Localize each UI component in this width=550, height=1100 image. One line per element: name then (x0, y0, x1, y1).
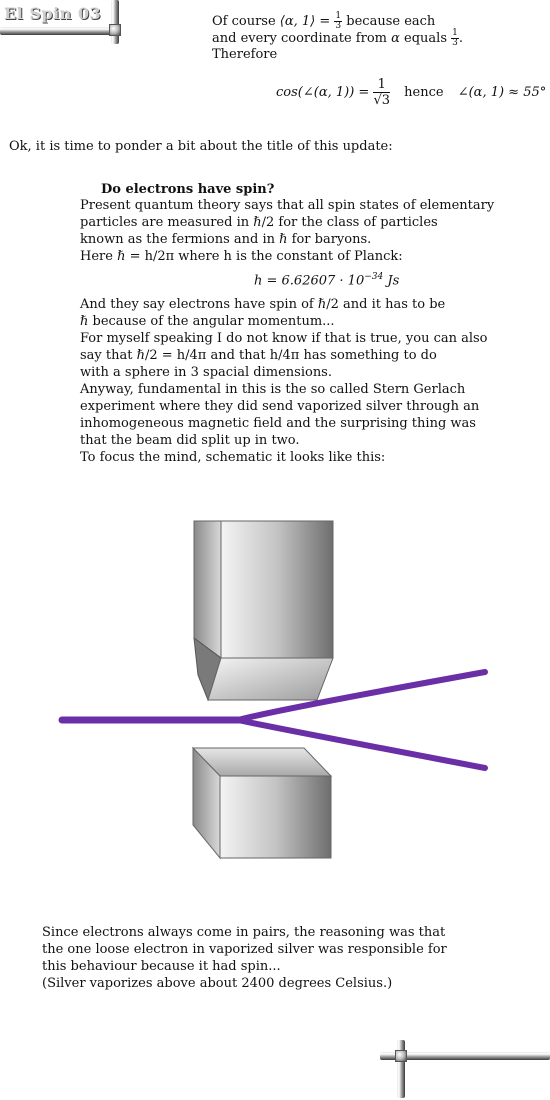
text-line: ℏ because of the angular momentum... (80, 314, 335, 329)
inner-product: ⟨α, 1⟩ = (279, 14, 335, 29)
fraction-one-third-2: $\frac{1}{3}$ (452, 28, 458, 48)
transition-text: Ok, it is time to ponder a bit about the title of this update: (9, 139, 393, 154)
text-line: Anyway, fundamental in this is the so called Stern Gerlach (80, 382, 466, 397)
text-line: experiment where they did send vaporized silver through an (80, 399, 480, 414)
conclusion-paragraph (42, 924, 447, 992)
article-paragraph-2 (80, 296, 488, 466)
text-line: And they say electrons have spin of ℏ/2 and it has to be (80, 297, 446, 312)
text-line: say that ℏ/2 = h/4π and that h/4π has something to do (80, 348, 437, 363)
fraction-one-over-root3: $\frac{1}{√3}$ (373, 77, 390, 108)
header-tube-horizontal (0, 27, 118, 35)
text-line: that the beam did split up in two. (80, 433, 300, 448)
stern-gerlach-diagram (0, 500, 550, 870)
footer-knob (395, 1050, 407, 1062)
upper-magnet (194, 521, 333, 700)
cosine-equation: cos(∠(α, 1)) = $\frac{1}{√3}$ hence ∠(α, 1) ≈ 55° (276, 77, 547, 108)
text-line: known as the fermions and in ℏ for baryons. (80, 232, 372, 247)
footer-tube-vertical (397, 1040, 405, 1098)
text-line: To focus the mind, schematic it looks like this: (80, 450, 386, 465)
text-line: Present quantum theory says that all spin states of elementary (80, 198, 495, 213)
intro-line-1: Of course ⟨α, 1⟩ = $\frac{1}{3}$ because each (212, 11, 436, 31)
text-line: Here ℏ = h/2π where h is the constant of Planck: (80, 249, 403, 264)
text-line: For myself speaking I do not know if that is true, you can also (80, 331, 488, 346)
header-tube-vertical (111, 0, 119, 44)
header-knob (109, 24, 121, 36)
lower-magnet (193, 748, 331, 858)
text-line: this behaviour because it had spin... (42, 959, 281, 974)
intro-line-3: Therefore (212, 47, 278, 62)
text-line: Since electrons always come in pairs, the reasoning was that (42, 925, 446, 940)
article-heading: Do electrons have spin? (101, 182, 275, 197)
site-logo[interactable]: El Spin 03 (4, 4, 102, 23)
article-paragraph-1 (80, 197, 494, 265)
text-line: inhomogeneous magnetic field and the surprising thing was (80, 416, 476, 431)
text-line: with a sphere in 3 spacial dimensions. (80, 365, 332, 380)
text-line: particles are measured in ℏ/2 for the class of particles (80, 215, 438, 230)
text-line: (Silver vaporizes above about 2400 degrees Celsius.) (42, 976, 393, 991)
fraction-one-third: $\frac{1}{3}$ (335, 11, 342, 31)
text-line: the one loose electron in vaporized silver was responsible for (42, 942, 447, 957)
planck-constant-equation: $h = 6.62607 \cdot 10^{-34}$ Js (254, 272, 400, 289)
intro-line-2: and every coordinate from α equals $\frac{1}{3}$ . (212, 28, 464, 48)
